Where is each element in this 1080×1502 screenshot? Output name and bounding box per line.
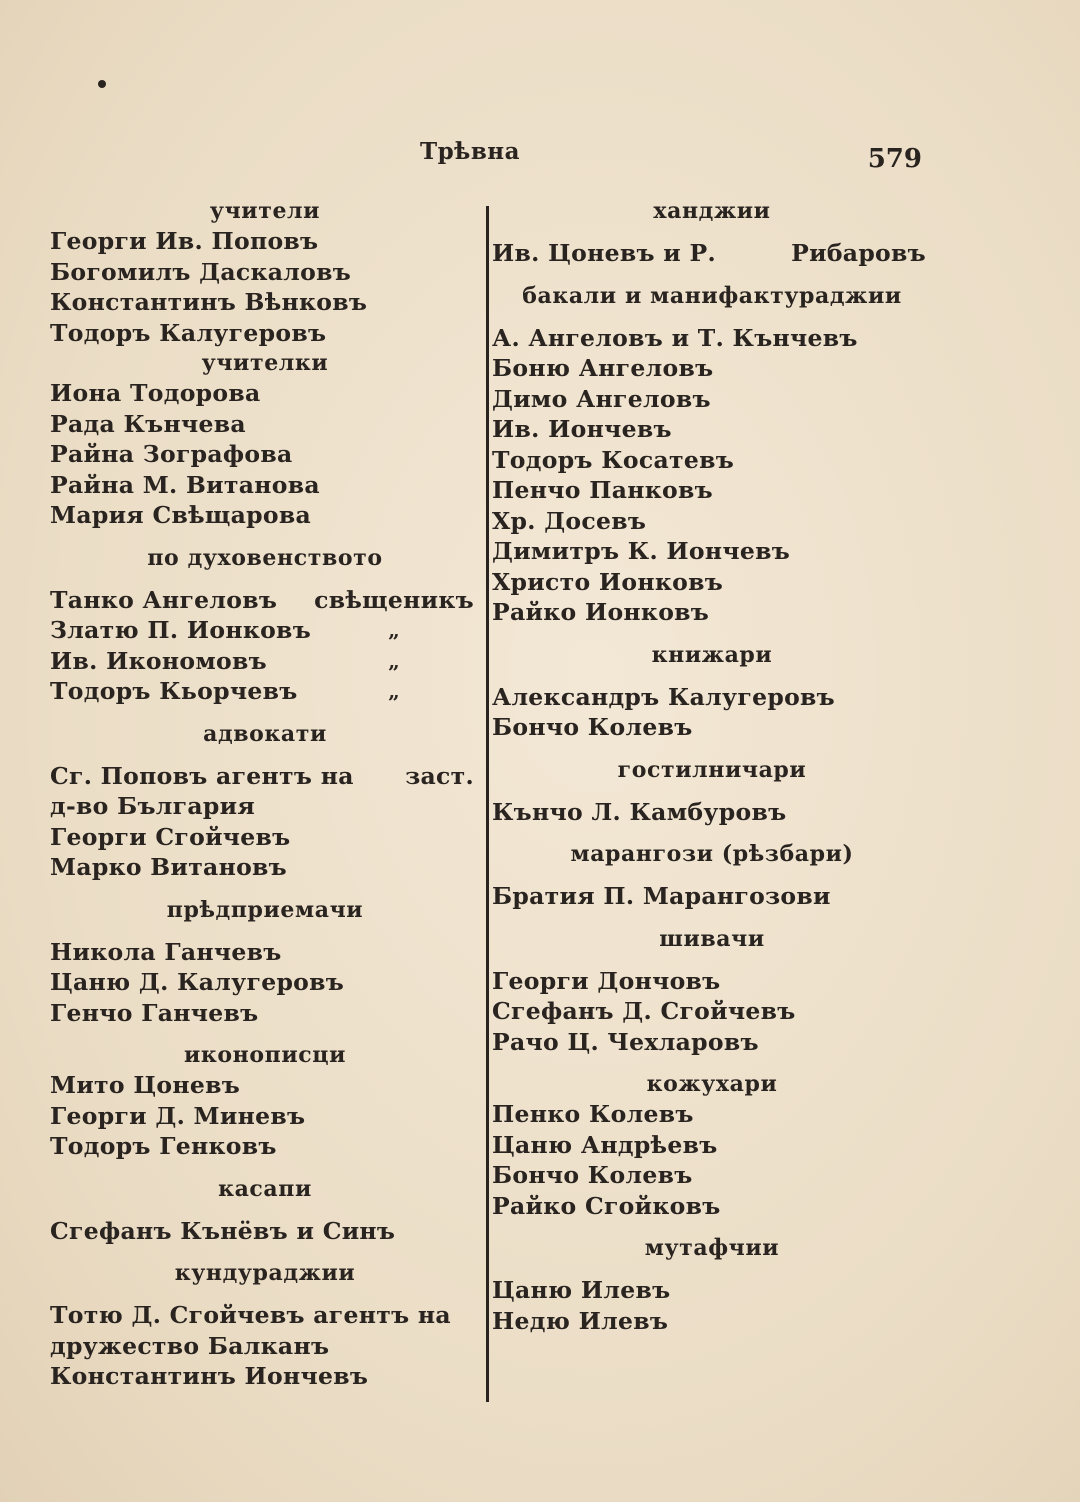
list-item: Христо Ионковъ — [492, 567, 724, 596]
list-item: Константинъ Вѣнковъ — [50, 288, 368, 316]
ditto-mark: „ — [388, 648, 400, 673]
list-item — [492, 238, 932, 269]
entry-name: Сг. Поповъ агентъ на — [50, 761, 354, 790]
section-heading: кундураджии — [174, 1260, 356, 1286]
list-item: Рада Кънчева — [50, 409, 246, 438]
list-item: Богомилъ Даскаловъ — [50, 257, 352, 286]
list-item: Константинъ Иончевъ — [50, 1362, 369, 1390]
list-item: Сгефанъ Кънёвъ и Синъ — [50, 1216, 396, 1245]
list-item: Мария Свѣщарова — [50, 501, 312, 529]
list-item — [50, 761, 480, 792]
entry-name: Ив. Икономовъ — [50, 646, 267, 675]
list-item: Георги Д. Миневъ — [50, 1101, 306, 1130]
list-item: Тодоръ Косатевъ — [492, 445, 735, 474]
list-item: Рачо Ц. Чехларовъ — [492, 1027, 759, 1056]
list-item: Боню Ангеловъ — [492, 354, 714, 382]
list-item: Марко Витановъ — [50, 853, 288, 881]
section-heading: гостилничари — [617, 756, 807, 783]
section-heading: иконописци — [183, 1042, 347, 1068]
list-item — [50, 676, 480, 707]
entry-title: заст. — [405, 761, 474, 790]
section-heading: касапи — [218, 1175, 312, 1202]
section-heading: кожухари — [646, 1071, 778, 1097]
list-item: Райна Зографова — [50, 440, 293, 468]
list-item: Георги Сгойчевъ — [50, 822, 291, 851]
section-heading: мутафчии — [644, 1235, 780, 1261]
section-heading: шивачи — [659, 925, 765, 952]
list-item: Цаню Илевъ — [492, 1276, 671, 1304]
list-item: Никола Ганчевъ — [50, 937, 282, 966]
section-heading: марангози (рѣзбари) — [570, 841, 854, 867]
list-item: Пенчо Панковъ — [492, 476, 713, 504]
list-item: Недю Илевъ — [492, 1306, 669, 1335]
page-number: 579 — [867, 144, 922, 174]
column-divider — [486, 206, 489, 1402]
list-item: Цаню Андрѣевъ — [492, 1130, 718, 1159]
ditto-mark: „ — [388, 618, 400, 642]
entry-name: Танко Ангеловъ — [50, 585, 278, 614]
list-item: Бончо Колевъ — [492, 1161, 693, 1189]
list-item: Мито Цоневъ — [50, 1071, 241, 1099]
section-heading: учителки — [201, 350, 329, 376]
list-item: Райко Сгойковъ — [492, 1191, 721, 1220]
entry-name: Златю П. Ионковъ — [50, 616, 312, 644]
list-item — [50, 585, 480, 616]
running-title: Трѣвна — [419, 138, 521, 165]
list-item: Иона Тодорова — [50, 379, 261, 407]
right-column — [492, 196, 932, 1336]
left-column — [50, 196, 480, 1392]
entry-name: Рибаровъ — [791, 239, 926, 267]
list-item: А. Ангеловъ и Т. Кънчевъ — [492, 323, 858, 352]
list-item: Александръ Калугеровъ — [492, 682, 835, 711]
list-item: Генчо Ганчевъ — [50, 998, 259, 1027]
list-item: Братия П. Марангозови — [492, 882, 831, 910]
entry-name: Ив. Цоневъ и Р. — [492, 239, 716, 267]
list-item: Цаню Д. Калугеровъ — [50, 968, 345, 996]
section-heading: бакали и манифактураджии — [522, 282, 902, 309]
list-item: д-во България — [50, 792, 256, 820]
ditto-mark: „ — [388, 679, 400, 703]
section-heading: прѣдприемачи — [166, 896, 364, 923]
section-heading: по духовенството — [147, 544, 383, 571]
entry-name: Тодоръ Кьорчевъ — [50, 677, 298, 705]
list-item: Георги Ив. Поповъ — [50, 227, 319, 255]
list-item: Райко Ионковъ — [492, 598, 710, 626]
list-item: Димо Ангеловъ — [492, 384, 711, 413]
list-item: Хр. Досевъ — [492, 506, 647, 535]
section-heading: адвокати — [203, 720, 327, 747]
list-item: Димитръ К. Иончевъ — [492, 537, 791, 565]
section-heading: учители — [209, 198, 321, 224]
list-item: Сгефанъ Д. Сгойчевъ — [492, 997, 796, 1025]
list-item: Георги Дончовъ — [492, 966, 721, 995]
list-item: Тодоръ Калугеровъ — [50, 318, 327, 347]
list-item: Тотю Д. Сгойчевъ агентъ на — [50, 1301, 451, 1329]
list-item: Ив. Иончевъ — [492, 415, 672, 443]
list-item — [50, 615, 480, 646]
list-item: Тодоръ Генковъ — [50, 1132, 277, 1160]
list-item: Кънчо Л. Камбуровъ — [492, 797, 787, 826]
list-item: Бончо Колевъ — [492, 713, 693, 741]
section-heading: книжари — [651, 641, 773, 668]
ink-dot — [98, 80, 106, 88]
entry-title: свѣщеникъ — [314, 585, 474, 614]
list-item: дружество Балканъ — [50, 1331, 330, 1360]
list-item — [50, 646, 480, 677]
list-item: Райна М. Витанова — [50, 470, 320, 499]
list-item: Пенко Колевъ — [492, 1100, 694, 1128]
section-heading: ханджии — [653, 198, 771, 224]
